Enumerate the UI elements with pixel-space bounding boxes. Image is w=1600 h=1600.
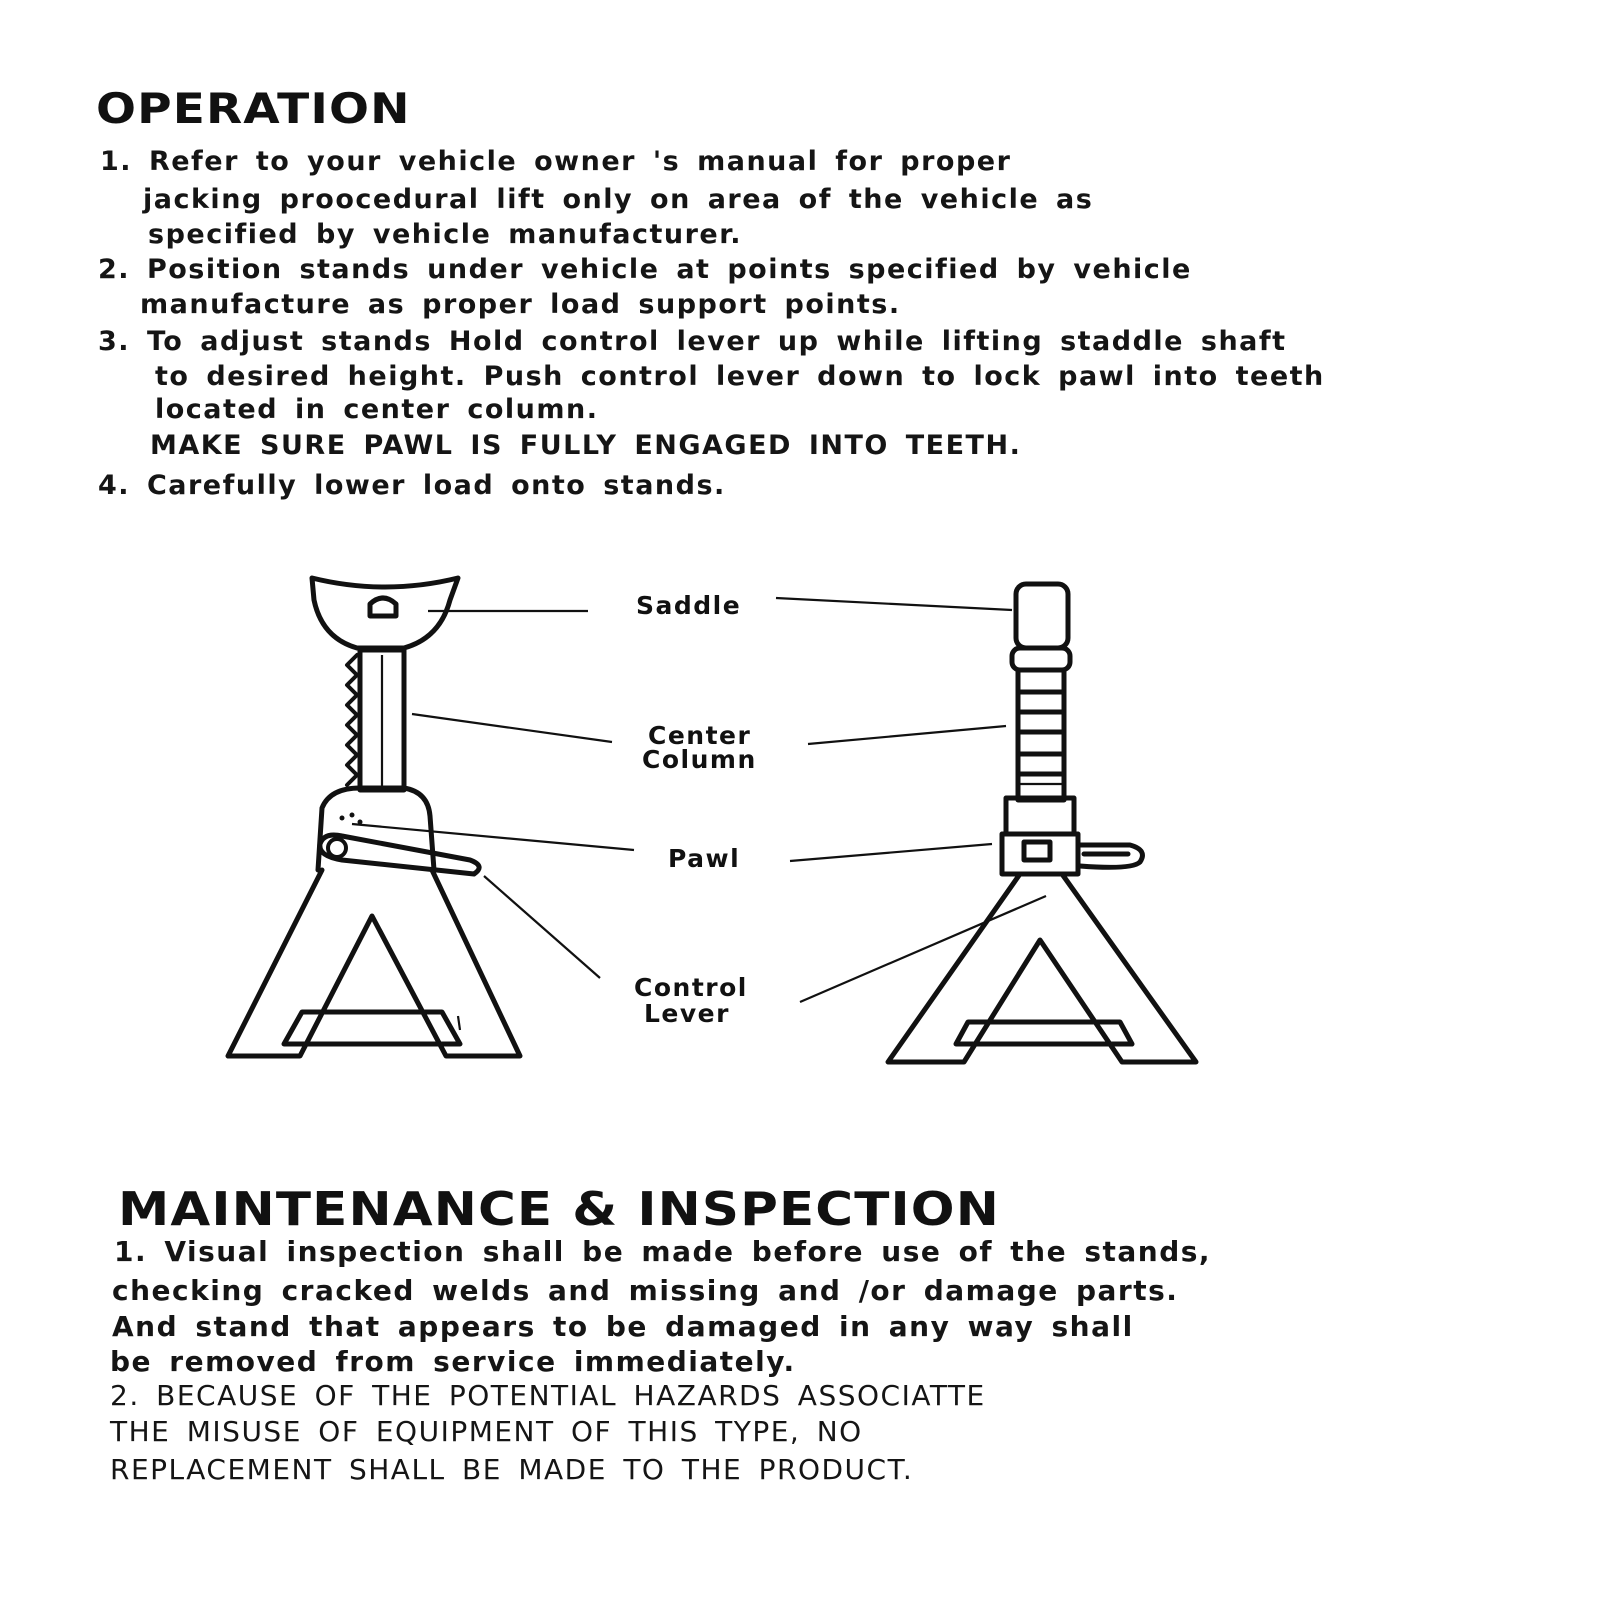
- column-teeth: [347, 655, 357, 785]
- jack-stand-front-view: [888, 584, 1196, 1062]
- maintenance-line-2: checking cracked welds and missing and /or damage parts.: [112, 1274, 1179, 1307]
- operation-line-3: specified by vehicle manufacturer.: [148, 219, 742, 250]
- label-saddle: Saddle: [636, 591, 742, 620]
- saddle-front: [1016, 584, 1068, 648]
- saddle-side: [312, 578, 458, 648]
- maintenance-line-1: 1. Visual inspection shall be made before use of the stands,: [114, 1235, 1212, 1268]
- operation-line-7: to desired height. Push control lever down to lock pawl into teeth: [155, 361, 1325, 392]
- operation-line-9: MAKE SURE PAWL IS FULLY ENGAGED INTO TEETH.: [150, 430, 1022, 461]
- label-pawl: Pawl: [668, 844, 741, 873]
- stand-legs-side: [228, 870, 520, 1056]
- jack-stand-diagram: [0, 560, 1600, 1100]
- jack-stand-side-view: [228, 578, 520, 1056]
- stand-legs-front: [888, 874, 1196, 1062]
- operation-line-6: 3. To adjust stands Hold control lever up while lifting staddle shaft: [98, 326, 1287, 357]
- operation-line-1: 1. Refer to your vehicle owner 's manual for proper: [100, 146, 1012, 177]
- maintenance-heading: MAINTENANCE & INSPECTION: [118, 1182, 1000, 1236]
- label-center-column-2: Column: [642, 745, 757, 774]
- operation-line-10: 4. Carefully lower load onto stands.: [98, 470, 726, 501]
- maintenance-line-7: REPLACEMENT SHALL BE MADE TO THE PRODUCT.: [110, 1453, 914, 1486]
- operation-line-4: 2. Position stands under vehicle at points specified by vehicle: [98, 254, 1192, 285]
- callout-leaders: [352, 598, 1046, 1002]
- label-center-column-1: Center: [648, 721, 752, 750]
- label-control-lever-2: Lever: [644, 999, 730, 1028]
- maintenance-line-3: And stand that appears to be damaged in any way shall: [112, 1310, 1134, 1343]
- pawl-housing-front: [1006, 798, 1074, 834]
- maintenance-line-6: THE MISUSE OF EQUIPMENT OF THIS TYPE, NO: [110, 1415, 863, 1448]
- operation-line-8: located in center column.: [155, 394, 599, 425]
- operation-line-5: manufacture as proper load support points.: [140, 289, 901, 320]
- maintenance-line-4: be removed from service immediately.: [110, 1345, 796, 1378]
- operation-line-2: jacking proocedural lift only on area of the vehicle as: [143, 184, 1094, 215]
- maintenance-line-5: 2. BECAUSE OF THE POTENTIAL HAZARDS ASSOCIATTE: [110, 1379, 986, 1412]
- saddle-slot: [370, 598, 396, 616]
- label-control-lever-1: Control: [634, 973, 748, 1002]
- operation-heading: OPERATION: [96, 84, 411, 133]
